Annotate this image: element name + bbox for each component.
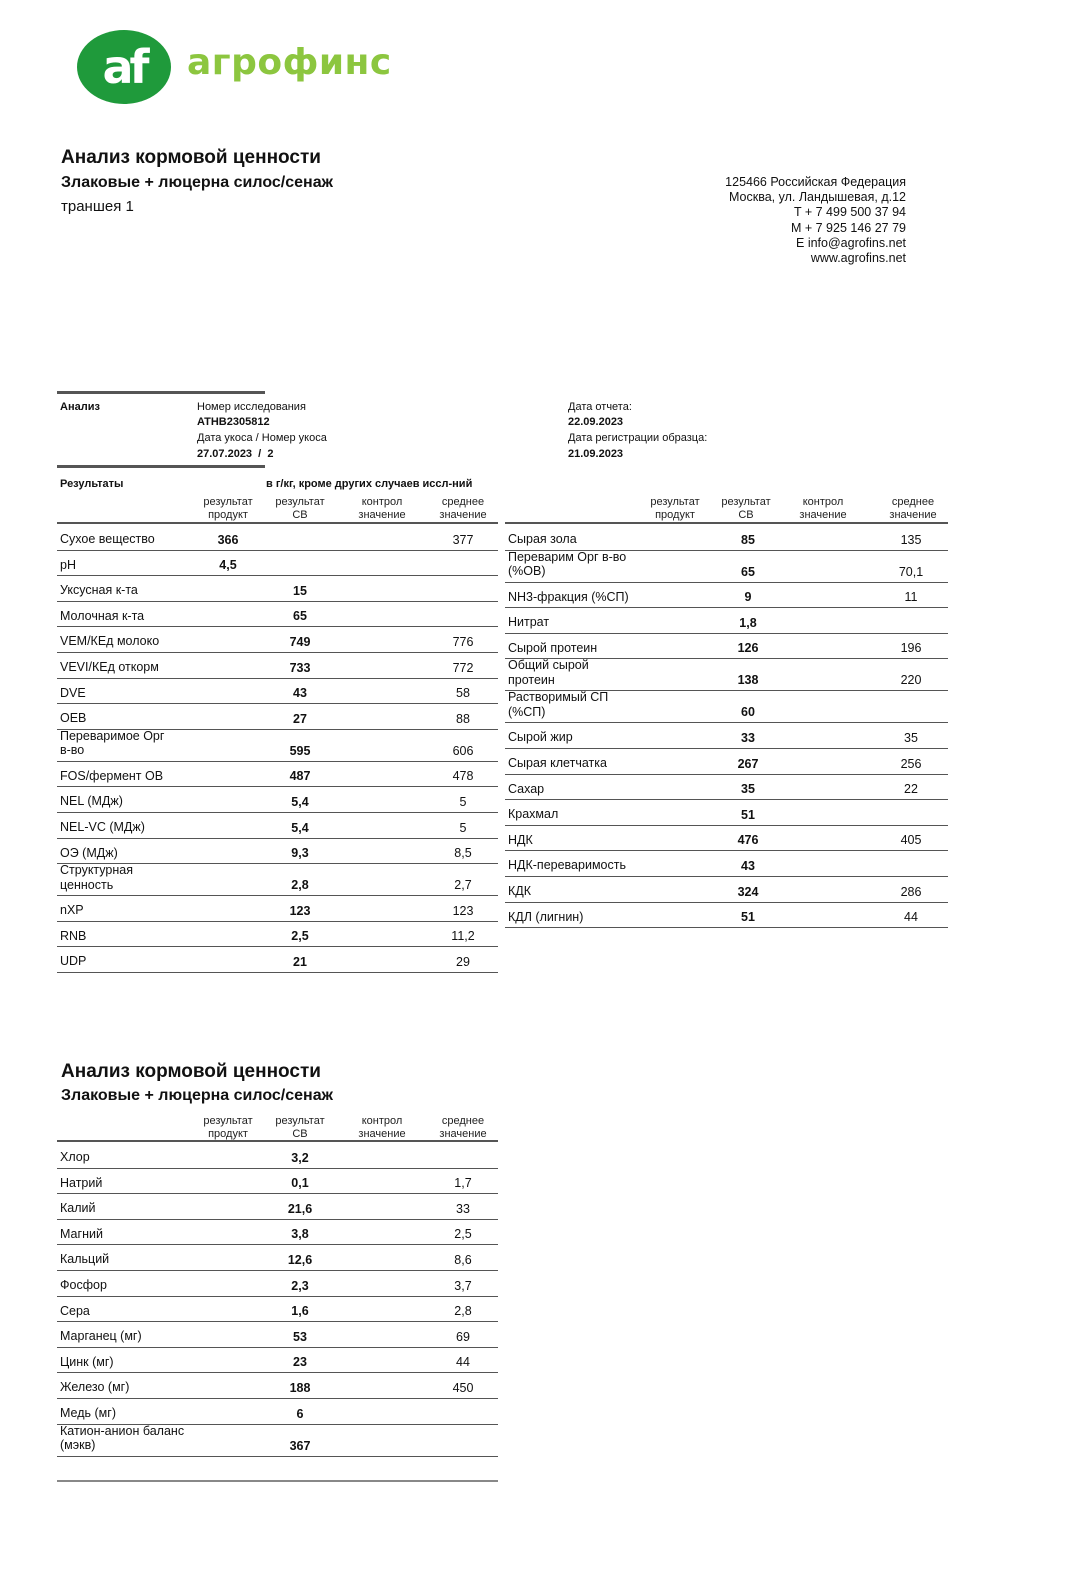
value-dm: 595 (289, 743, 311, 758)
value-dm: 6 (296, 1406, 304, 1421)
table-row (505, 658, 948, 691)
value-dm: 35 (741, 782, 755, 797)
value-product: 366 (217, 532, 239, 547)
value-average: 69 (456, 1329, 470, 1344)
column-header: среднее значение (439, 1115, 487, 1140)
value-average: 5 (459, 794, 467, 809)
table-row (57, 575, 498, 602)
table-row (57, 946, 498, 973)
row-label: Сырая клетчатка (508, 756, 607, 771)
value-average: 196 (900, 641, 922, 656)
row-label: Переваримое Орг в-во (60, 728, 165, 758)
column-header: контрол значение (358, 1115, 406, 1140)
row-label: Медь (мг) (60, 1406, 116, 1421)
analysis-label: Анализ (60, 401, 100, 413)
value-dm: 65 (293, 609, 307, 624)
value-average: 606 (452, 743, 474, 758)
value-average: 88 (456, 711, 470, 726)
value-dm: 1,6 (291, 1304, 309, 1319)
row-label: Молочная к-та (60, 608, 145, 623)
value-average: 2,5 (454, 1227, 472, 1242)
value-average: 8,6 (454, 1252, 472, 1267)
table-row (505, 748, 948, 775)
row-label: NEL-VC (МДж) (60, 820, 145, 835)
row-label: Фосфор (60, 1278, 107, 1293)
table-row (57, 601, 498, 628)
value-average: 70,1 (898, 564, 924, 579)
table-row (57, 1321, 498, 1348)
row-label: Растворимый СП (%СП) (508, 690, 609, 719)
value-dm: 2,5 (291, 929, 309, 944)
value-dm: 476 (737, 833, 759, 848)
report-date-value: 22.09.2023 (568, 416, 624, 428)
value-dm: 3,2 (291, 1150, 309, 1165)
column-header: результат СВ (275, 496, 325, 521)
table-row (57, 1168, 498, 1195)
logo-mark: af (102, 40, 146, 94)
row-label: КДК (508, 884, 532, 899)
row-label: Марганец (мг) (60, 1329, 142, 1344)
value-average: 35 (904, 730, 918, 745)
row-label: DVE (60, 685, 86, 700)
value-average: 44 (904, 910, 918, 925)
table-row (505, 774, 948, 801)
reg-date-value: 21.09.2023 (568, 448, 624, 460)
table-row (57, 812, 498, 839)
table-row (505, 799, 948, 826)
section-rule (57, 465, 265, 468)
table-row (57, 729, 498, 762)
table-row (57, 1193, 498, 1220)
value-average: 1,7 (454, 1176, 472, 1191)
table-row (57, 550, 498, 577)
value-dm: 138 (737, 673, 759, 688)
row-label: nXP (60, 903, 84, 918)
minerals-title: Анализ кормовой ценности (61, 1061, 321, 1082)
value-dm: 12,6 (287, 1252, 313, 1267)
row-label: Сырой протеин (508, 640, 598, 655)
table-row (505, 607, 948, 634)
value-average: 220 (900, 673, 922, 688)
table-row (505, 825, 948, 852)
row-label: НДК (508, 832, 533, 847)
page-title: Анализ кормовой ценности (61, 147, 321, 168)
column-header: результат продукт (203, 496, 253, 521)
row-label: VEVI/КЕд откорм (60, 660, 159, 675)
row-label: Натрий (60, 1175, 103, 1190)
table-row (57, 1372, 498, 1399)
row-label: Сера (60, 1303, 90, 1318)
row-label: КДЛ (лигнин) (508, 909, 584, 924)
logo-wordmark: агрофинс (187, 42, 392, 83)
sample-label: траншея 1 (61, 198, 134, 215)
row-label: Магний (60, 1226, 103, 1241)
table-row (57, 1142, 498, 1169)
value-dm: 21,6 (287, 1201, 313, 1216)
table-row (57, 1270, 498, 1297)
row-label: RNB (60, 928, 87, 943)
value-dm: 51 (741, 807, 755, 822)
value-dm: 33 (741, 730, 755, 745)
row-label: Крахмал (508, 807, 559, 822)
row-label: Цинк (мг) (60, 1354, 114, 1369)
column-header: контрол значение (799, 496, 847, 521)
value-dm: 3,8 (291, 1227, 309, 1242)
row-label: Структурная ценность (60, 863, 133, 892)
value-product: 4,5 (219, 558, 237, 573)
value-dm: 487 (289, 769, 311, 784)
value-average: 29 (456, 954, 470, 969)
minerals-subtitle: Злаковые + люцерна силос/сенаж (61, 1087, 333, 1104)
row-label: OEB (60, 711, 87, 726)
table-row (505, 876, 948, 903)
value-dm: 43 (741, 858, 755, 873)
table-row (57, 761, 498, 788)
table-row (57, 703, 498, 730)
table-row (505, 850, 948, 877)
value-dm: 27 (293, 711, 307, 726)
value-dm: 65 (741, 564, 755, 579)
row-label: VEM/КЕд молоко (60, 634, 160, 649)
column-header: среднее значение (889, 496, 937, 521)
table-row (57, 895, 498, 922)
table-row (57, 838, 498, 865)
value-average: 377 (452, 532, 474, 547)
value-average: 3,7 (454, 1278, 472, 1293)
study-no-label: Номер исследования (197, 401, 306, 413)
value-dm: 23 (293, 1355, 307, 1370)
row-label: Общий сырой протеин (508, 658, 589, 687)
value-dm: 85 (741, 532, 755, 547)
cut-date-label: Дата укоса / Номер укоса (197, 432, 327, 444)
value-dm: 126 (737, 641, 759, 656)
value-dm: 15 (293, 583, 307, 598)
value-dm: 43 (293, 686, 307, 701)
section-rule (57, 391, 265, 394)
contact-line: E info@agrofins.net (796, 235, 906, 250)
value-dm: 53 (293, 1329, 307, 1344)
value-average: 2,8 (454, 1304, 472, 1319)
table-row (57, 863, 498, 896)
value-average: 135 (900, 532, 922, 547)
row-label: UDP (60, 954, 87, 969)
table-row (57, 1296, 498, 1323)
row-label: pH (60, 557, 76, 572)
value-dm: 324 (737, 884, 759, 899)
value-dm: 5,4 (291, 820, 309, 835)
table-row (57, 1347, 498, 1374)
value-dm: 367 (289, 1438, 311, 1453)
value-average: 44 (456, 1355, 470, 1370)
value-dm: 2,8 (291, 878, 309, 893)
table-row (57, 652, 498, 679)
row-label: ОЭ (МДж) (60, 845, 118, 860)
column-header: результат СВ (275, 1115, 325, 1140)
value-dm: 9,3 (291, 846, 309, 861)
page-subtitle: Злаковые + люцерна силос/сенаж (61, 174, 333, 191)
table-row (57, 626, 498, 653)
table-row (505, 550, 948, 583)
column-header: контрол значение (358, 496, 406, 521)
table-row (57, 786, 498, 813)
column-header: результат продукт (203, 1115, 253, 1140)
value-average: 405 (900, 833, 922, 848)
value-average: 286 (900, 884, 922, 899)
row-label: Сухое вещество (60, 532, 155, 547)
contact-line: Москва, ул. Ландышевая, д.12 (729, 190, 906, 205)
value-average: 11,2 (451, 929, 475, 944)
value-dm: 267 (737, 756, 759, 771)
row-label: Кальций (60, 1252, 110, 1267)
value-dm: 60 (741, 705, 755, 720)
row-label: Нитрат (508, 615, 550, 630)
column-header: результат продукт (650, 496, 700, 521)
value-dm: 749 (289, 634, 311, 649)
table-row (57, 1424, 498, 1457)
value-dm: 1,8 (739, 615, 757, 630)
value-average: 123 (452, 903, 474, 918)
study-no-value: ATHB2305812 (197, 416, 270, 428)
row-label: Сырая зола (508, 532, 577, 547)
row-label: Сырой жир (508, 730, 573, 745)
row-label: НДК-переваримость (508, 858, 626, 873)
row-label: Хлор (60, 1150, 90, 1165)
table-row (505, 722, 948, 749)
value-average: 33 (456, 1201, 470, 1216)
row-label: Катион-анион баланс (мэкв) (60, 1423, 185, 1453)
value-average: 22 (904, 782, 918, 797)
contact-line: T + 7 499 500 37 94 (793, 205, 906, 220)
table-row (505, 902, 948, 929)
value-dm: 188 (289, 1380, 311, 1395)
value-average: 776 (452, 634, 474, 649)
units-note: в г/кг, кроме других случаев иссл-ний (266, 478, 473, 490)
table-row (57, 1244, 498, 1271)
table-row (505, 582, 948, 609)
value-dm: 21 (293, 954, 307, 969)
value-dm: 0,1 (291, 1176, 309, 1191)
table-row (57, 1219, 498, 1246)
value-average: 5 (459, 820, 467, 835)
column-header: результат СВ (721, 496, 771, 521)
table-footer-rule (57, 1480, 498, 1482)
value-average: 772 (452, 660, 474, 675)
value-average: 2,7 (454, 878, 472, 893)
contact-line: M + 7 925 146 27 79 (790, 220, 906, 235)
value-average: 58 (456, 686, 470, 701)
reg-date-label: Дата регистрации образца: (568, 432, 708, 444)
value-dm: 123 (289, 903, 311, 918)
report-date-label: Дата отчета: (568, 401, 632, 413)
value-average: 256 (900, 756, 922, 771)
row-label: Сахар (508, 781, 545, 796)
table-row (505, 524, 948, 551)
contact-line: 125466 Российская Федерация (725, 175, 906, 189)
table-row (505, 690, 948, 723)
value-dm: 9 (744, 590, 752, 605)
table-row (505, 633, 948, 660)
table-row (57, 524, 498, 551)
table-row (57, 678, 498, 705)
cut-date-value: 27.07.2023 / 2 (197, 448, 274, 460)
value-dm: 51 (741, 910, 755, 925)
row-label: Переварим Орг в-во (%ОВ) (508, 549, 627, 579)
value-average: 8,5 (454, 846, 472, 861)
value-average: 11 (904, 590, 918, 605)
value-average: 450 (452, 1380, 474, 1395)
value-dm: 733 (289, 660, 311, 675)
contact-line: www.agrofins.net (810, 251, 906, 266)
row-label: Калий (60, 1201, 96, 1216)
value-dm: 2,3 (291, 1278, 309, 1293)
column-header: среднее значение (439, 496, 487, 521)
results-label: Результаты (60, 478, 124, 490)
contact-block (725, 175, 906, 266)
value-average: 478 (452, 769, 474, 784)
table-row (57, 921, 498, 948)
row-label: FOS/фермент ОВ (60, 768, 164, 783)
table-row (57, 1398, 498, 1425)
value-dm: 5,4 (291, 794, 309, 809)
row-label: Уксусная к-та (60, 583, 138, 598)
row-label: NH3-фракция (%СП) (508, 589, 629, 604)
row-label: NEL (МДж) (60, 794, 123, 809)
row-label: Железо (мг) (60, 1380, 130, 1395)
